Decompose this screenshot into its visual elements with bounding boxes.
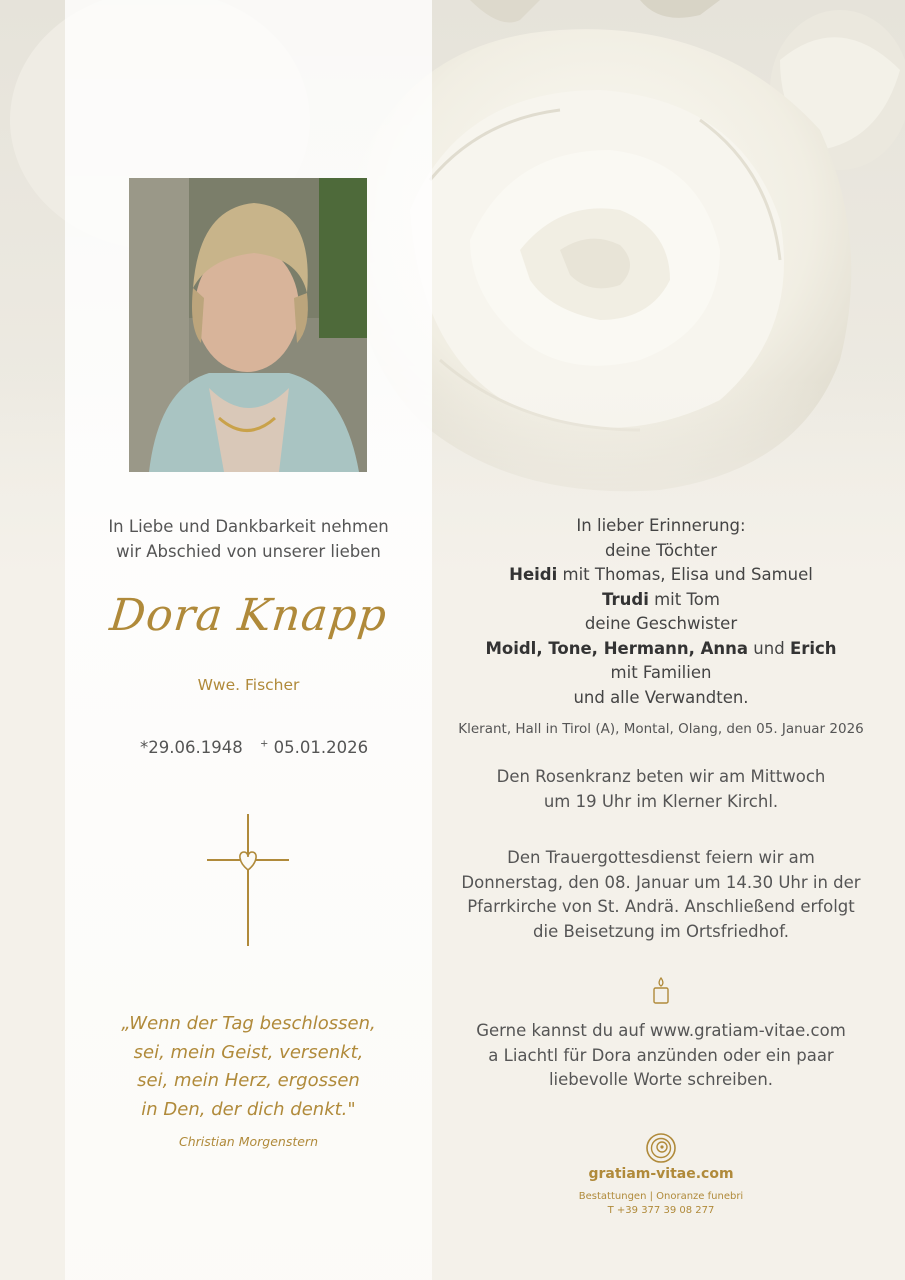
funeral-line: Donnerstag, den 08. Januar um 14.30 Uhr in der: [461, 872, 861, 892]
mourners-line: In lieber Erinnerung:: [576, 516, 746, 535]
mourner-name: Trudi: [602, 589, 649, 609]
online-line: liebevolle Worte schreiben.: [548, 1070, 774, 1089]
brand-tagline: Bestattungen | Onoranze funebri: [578, 1191, 744, 1202]
candle-icon: [651, 977, 671, 1005]
intro-line: In Liebe und Dankbarkeit nehmen: [108, 517, 389, 536]
funeral-line: Den Trauergottesdienst feiern wir am: [507, 848, 815, 867]
mourner-family: mit Thomas, Elisa und Samuel: [557, 565, 813, 584]
quote-line: „Wenn der Tag beschlossen,: [121, 1013, 376, 1034]
death-symbol: +: [260, 738, 269, 750]
online-line: a Liachtl für Dora anzünden oder ein paar: [488, 1045, 834, 1065]
mourner-name: Heidi: [509, 565, 558, 584]
death-date-group: [260, 738, 368, 757]
funeral-line: die Beisetzung im Ortsfriedhof.: [533, 921, 789, 941]
brand-phone: T +39 377 39 08 277: [607, 1204, 715, 1216]
mourners-line: [432, 588, 890, 613]
quote: [65, 1010, 432, 1124]
quote-author: Christian Morgenstern: [179, 1134, 318, 1149]
quote-line: sei, mein Herz, ergossen: [137, 1070, 360, 1091]
cross-with-heart-icon: [205, 814, 291, 946]
mourners-list: [432, 514, 890, 710]
mourners-line: [432, 563, 890, 588]
mourners-line: deine Töchter: [604, 540, 717, 560]
spiral-logo-icon: [645, 1132, 677, 1164]
intro-line: wir Abschied von unserer lieben: [116, 542, 381, 561]
mourners-line: deine Geschwister: [584, 614, 738, 633]
brand-details: [432, 1190, 890, 1217]
mourner-family: mit Tom: [648, 589, 720, 609]
mourners-line: mit Familien: [610, 663, 712, 682]
brand-name: gratiam-vitae.com: [588, 1166, 734, 1182]
deceased-name: Dora Knapp: [107, 590, 390, 641]
sibling-conjunction: und: [748, 638, 790, 658]
mourners-line: [432, 637, 890, 662]
mourners-line: und alle Verwandten.: [573, 687, 749, 707]
online-line: Gerne kannst du auf www.gratiam-vitae.com: [476, 1021, 846, 1040]
online-candle-info: [432, 1019, 890, 1093]
quote-line: sei, mein Geist, versenkt,: [133, 1041, 364, 1063]
birth-date: *29.06.1948: [140, 738, 243, 757]
rosary-line: Den Rosenkranz beten wir am Mittwoch: [496, 767, 826, 786]
sibling-name: Erich: [789, 638, 837, 658]
sibling-names: Moidl, Tone, Hermann, Anna: [485, 638, 749, 658]
funeral-info: [432, 846, 890, 944]
death-date: 05.01.2026: [273, 738, 369, 757]
quote-line: in Den, der dich denkt.": [141, 1098, 356, 1120]
place-date: Klerant, Hall in Tirol (A), Montal, Olang, den 05. Januar 2026: [458, 721, 864, 737]
funeral-line: Pfarrkirche von St. Andrä. Anschließend erfolgt: [467, 897, 855, 916]
widow-of: Wwe. Fischer: [197, 676, 300, 694]
intro-text: [65, 514, 432, 564]
rosary-info: [432, 765, 890, 814]
portrait-photo: [129, 178, 367, 472]
rosary-line: um 19 Uhr im Klerner Kirchl.: [543, 791, 779, 811]
